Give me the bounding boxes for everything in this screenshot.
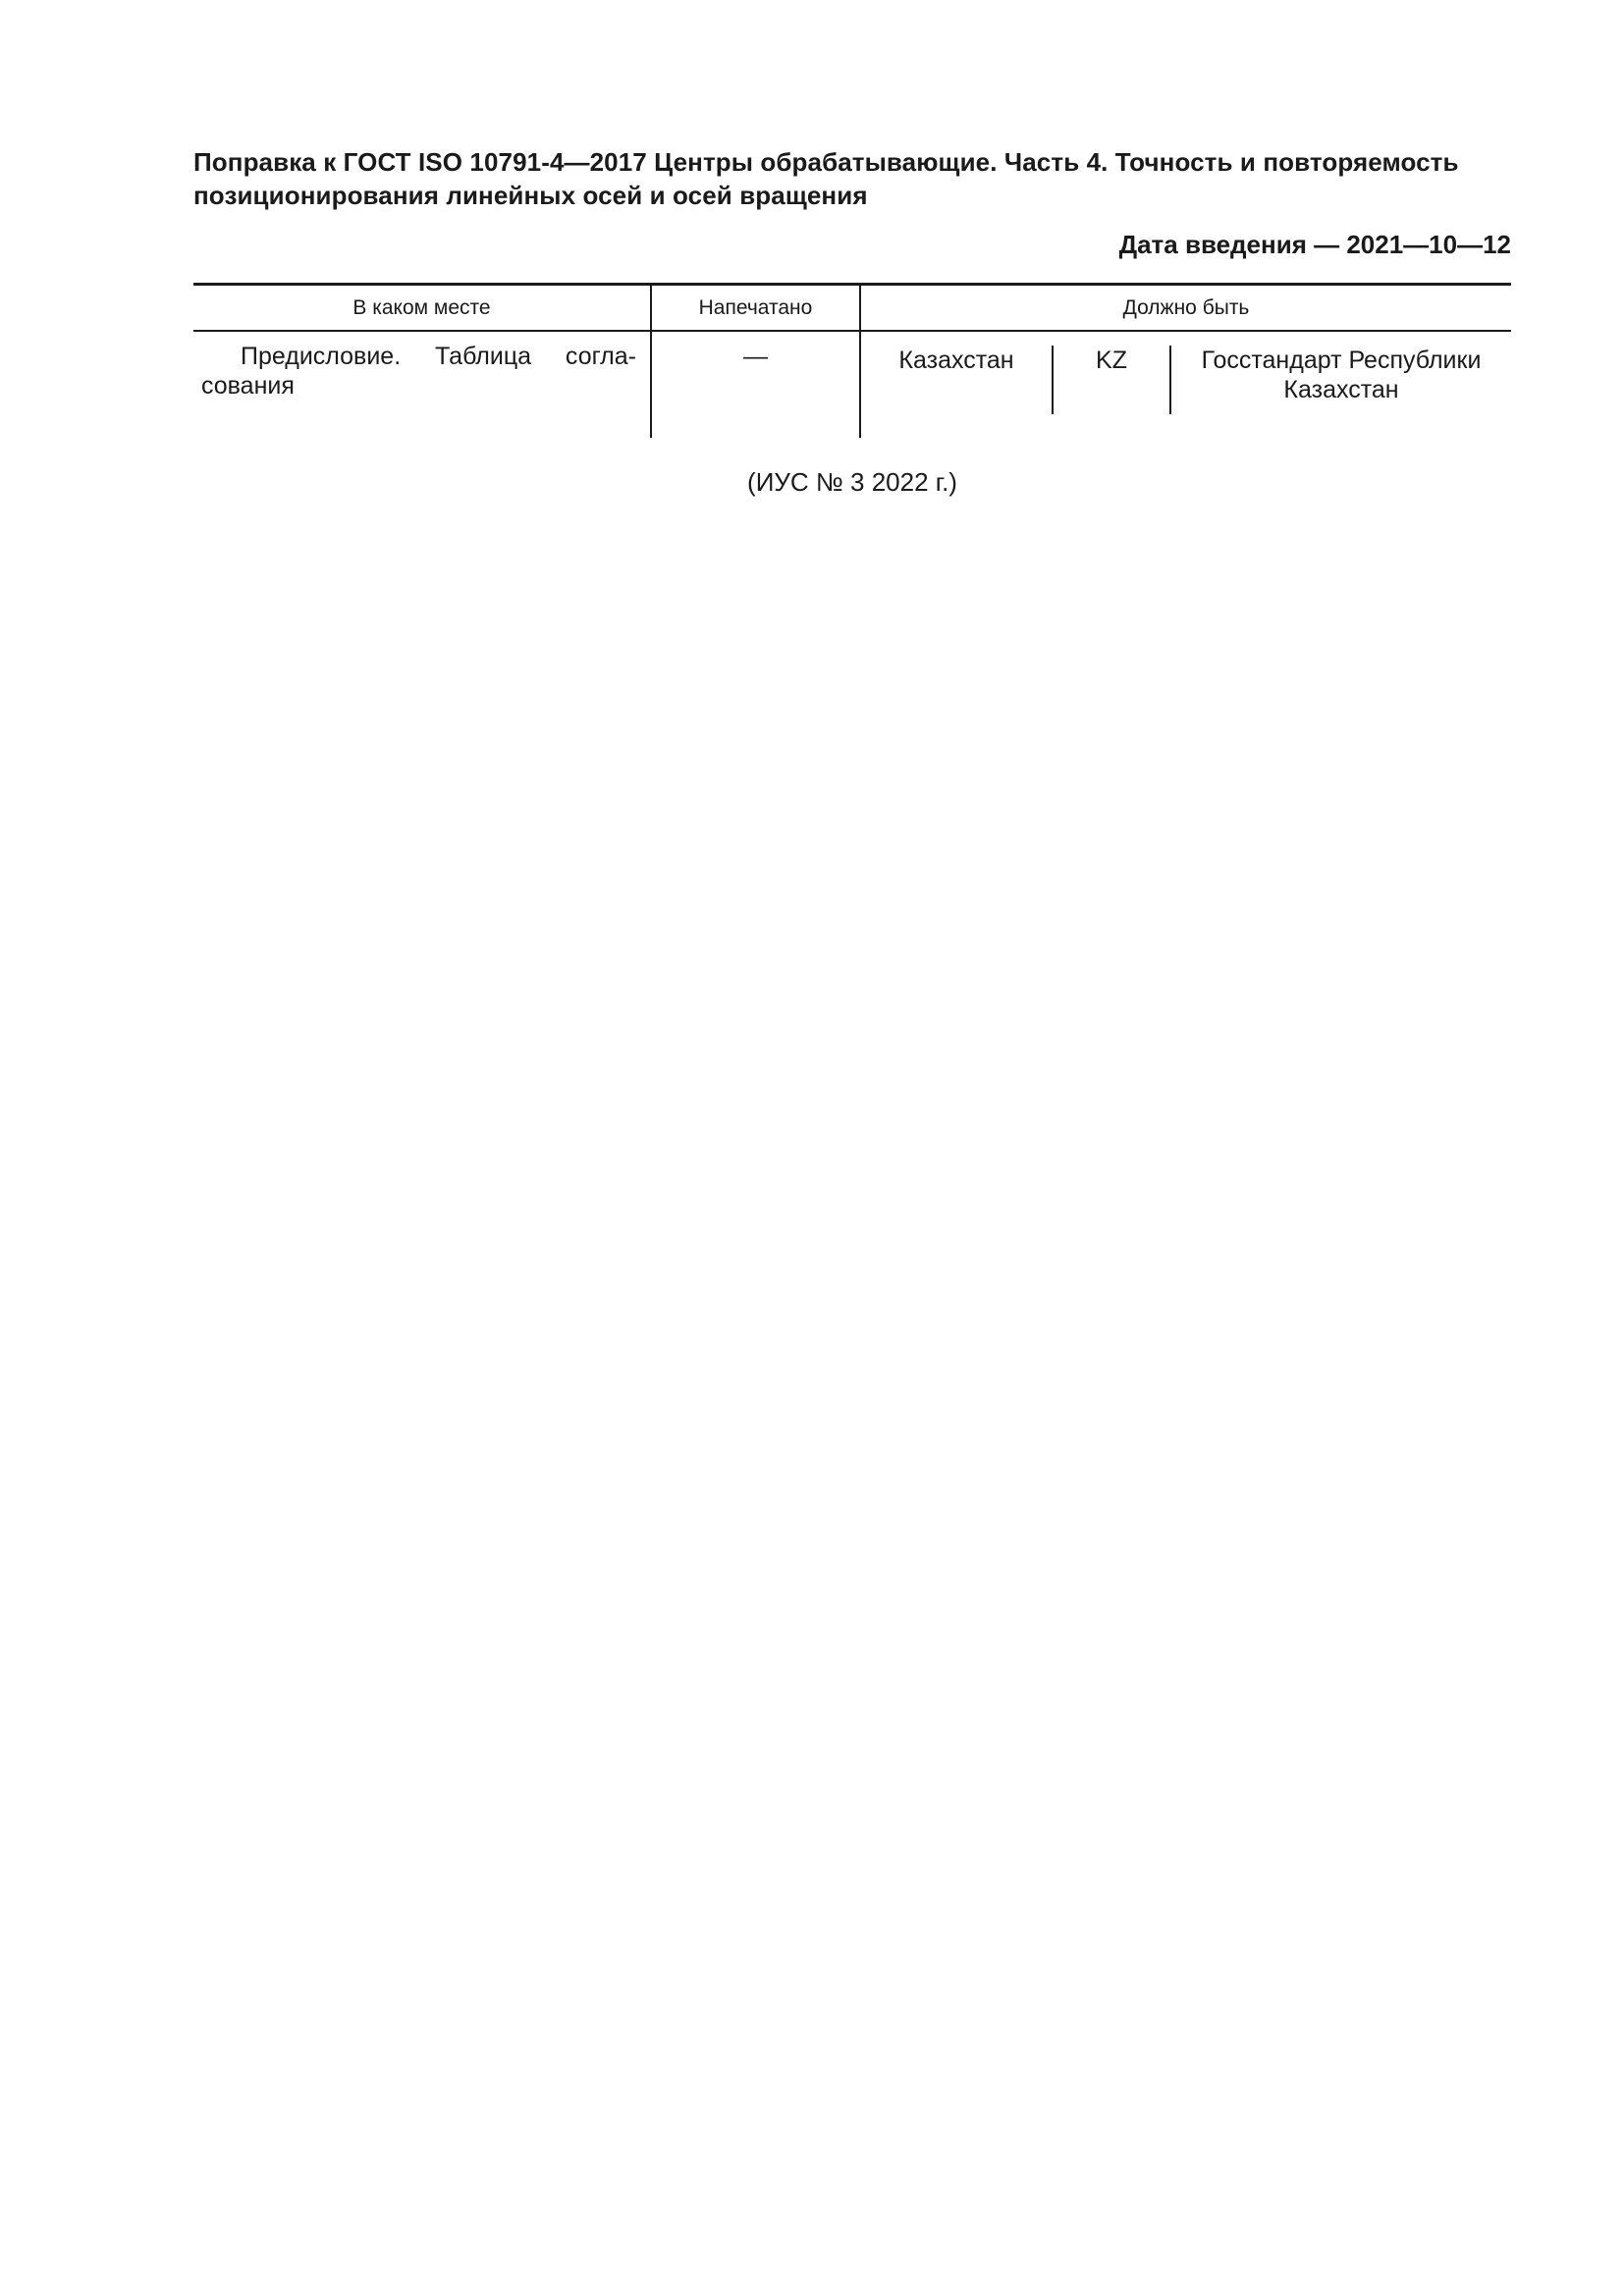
- introduction-date: Дата введения — 2021—10—12: [1118, 230, 1511, 259]
- cell-printed: —: [651, 331, 860, 438]
- amendment-table: [193, 283, 1511, 438]
- source-note: (ИУС № 3 2022 г.): [747, 467, 957, 497]
- header-should-be: Должно быть: [860, 285, 1511, 332]
- table-header-row: [193, 285, 1511, 332]
- should-be-organization: Госстандарт Республики Казахстан: [1169, 346, 1511, 414]
- should-be-group: [861, 346, 1511, 414]
- header-printed: Напечатано: [651, 285, 860, 332]
- document-title: Поправка к ГОСТ ISO 10791-4—2017 Центры обрабатывающие. Часть 4. Точность и повторяемость позиционирования линейных осей и осей вращения: [193, 147, 1459, 210]
- should-be-code: KZ: [1052, 346, 1169, 414]
- header-place: В каком месте: [193, 285, 651, 332]
- table-row: [193, 331, 1511, 438]
- cell-place: Предисловие. Таблица согла-сования: [201, 343, 636, 400]
- document-page: [193, 145, 1511, 499]
- cell-should-be: [860, 331, 1511, 438]
- should-be-country: Казахстан: [898, 347, 1014, 374]
